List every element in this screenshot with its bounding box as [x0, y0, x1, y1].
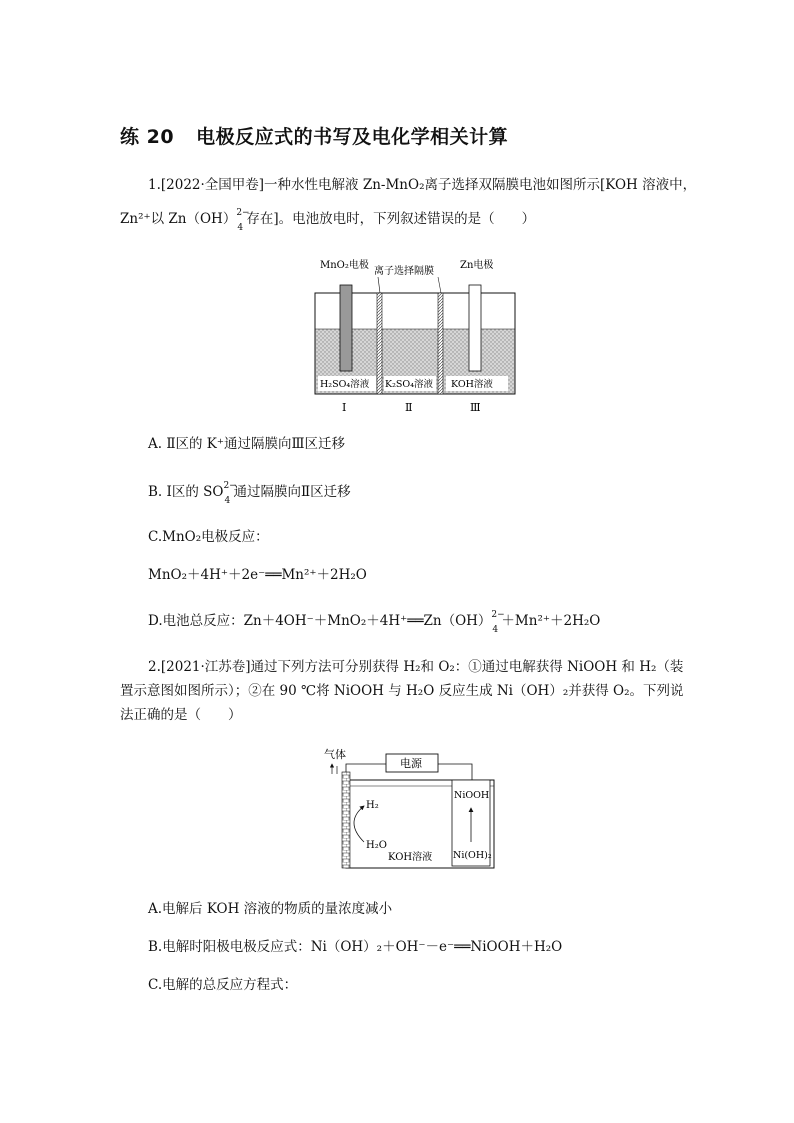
- label-gas: 气体: [324, 748, 346, 761]
- label-zn-electrode: Zn电极: [460, 260, 494, 271]
- q1-option-d-part2: ＋Mn²⁺＋2H₂O: [501, 613, 601, 629]
- page-title: [120, 122, 508, 149]
- solution-k2so4: K₂SO₄溶液: [385, 379, 434, 390]
- battery-diagram: [300, 255, 530, 420]
- q1-option-d: [148, 609, 601, 635]
- count-sub: 4: [492, 624, 499, 635]
- q1-stem-line1: 1.[2022·全国甲卷]一种水性电解液 Zn-MnO₂离子选择双隔膜电池如图所示[KOH 溶液中，: [148, 177, 697, 193]
- zone-3: Ⅲ: [470, 401, 481, 414]
- q1-stem-line2-part2: 存在]。电池放电时，下列叙述错误的是（ ）: [246, 211, 536, 227]
- zone-2: Ⅱ: [405, 401, 413, 414]
- label-h2: H₂: [366, 800, 379, 811]
- cathode-electrode: [342, 772, 350, 868]
- q2-option-a: A.电解后 KOH 溶液的物质的量浓度减小: [148, 901, 393, 917]
- mno2-electrode: [340, 285, 352, 371]
- q1-option-d-part1: D.电池总反应：Zn＋4OH⁻＋MnO₂＋4H⁺══Zn（OH）: [148, 613, 492, 629]
- q1-option-b-part2: 通过隔膜向Ⅱ区迁移: [233, 484, 351, 500]
- count-sub: 4: [224, 495, 231, 506]
- q2-option-b: B.电解时阳极电极反应式：Ni（OH）₂＋OH⁻－e⁻══NiOOH＋H₂O: [148, 939, 563, 955]
- q1-option-b: [148, 480, 351, 506]
- label-power: 电源: [400, 757, 422, 770]
- sulfate-ion-charge: [223, 480, 237, 506]
- label-h2o: H₂O: [366, 840, 387, 851]
- zn-electrode: [469, 285, 481, 371]
- q1-option-a: A. Ⅱ区的 K⁺通过隔膜向Ⅲ区迁移: [148, 436, 346, 452]
- label-mno2-electrode: MnO₂电极: [320, 260, 369, 271]
- q2-stem-line2: 置示意图如图所示）；②在 90 ℃将 NiOOH 与 H₂O 反应生成 Ni（OH）₂并获得 O₂。下列说: [120, 683, 684, 699]
- exercise-number: 练 20: [120, 126, 175, 148]
- electrolysis-diagram: [322, 742, 502, 872]
- q1-stem-line2-part1: Zn²⁺以 Zn（OH）: [120, 211, 237, 227]
- label-nioh2: Ni(OH)₂: [453, 850, 492, 861]
- count-sub: 4: [237, 222, 244, 233]
- membrane-right: [438, 293, 443, 394]
- solution-koh: KOH溶液: [451, 379, 493, 390]
- q2-stem-line3: 法正确的是（ ）: [120, 707, 242, 723]
- q2-option-c: C.电解的总反应方程式：: [148, 977, 298, 993]
- q1-option-c-equation: MnO₂＋4H⁺＋2e⁻══Mn²⁺＋2H₂O: [148, 567, 367, 583]
- q1-option-b-part1: B. Ⅰ区的 SO: [148, 484, 224, 500]
- label-membrane: 离子选择隔膜: [374, 266, 434, 277]
- membrane-left: [377, 293, 382, 394]
- zincate-ion-charge: [491, 609, 505, 635]
- charge-sup: 2−: [491, 609, 505, 620]
- label-koh-solution: KOH溶液: [388, 852, 433, 863]
- title-text: 电极反应式的书写及电化学相关计算: [196, 126, 509, 148]
- charge-sup: 2−: [223, 480, 237, 491]
- q2-stem-line1: 2.[2021·江苏卷]通过下列方法可分别获得 H₂和 O₂：①通过电解获得 NiOOH 和 H₂（装: [148, 659, 684, 675]
- zinc-hydroxide-ion-charge: [236, 207, 250, 233]
- solution-h2so4: H₂SO₄溶液: [320, 379, 370, 390]
- q1-option-c: C.MnO₂电极反应：: [148, 529, 269, 545]
- charge-sup: 2−: [236, 207, 250, 218]
- label-niooh: NiOOH: [454, 790, 490, 801]
- q1-stem-line2: [120, 207, 536, 233]
- zone-1: Ⅰ: [342, 401, 347, 414]
